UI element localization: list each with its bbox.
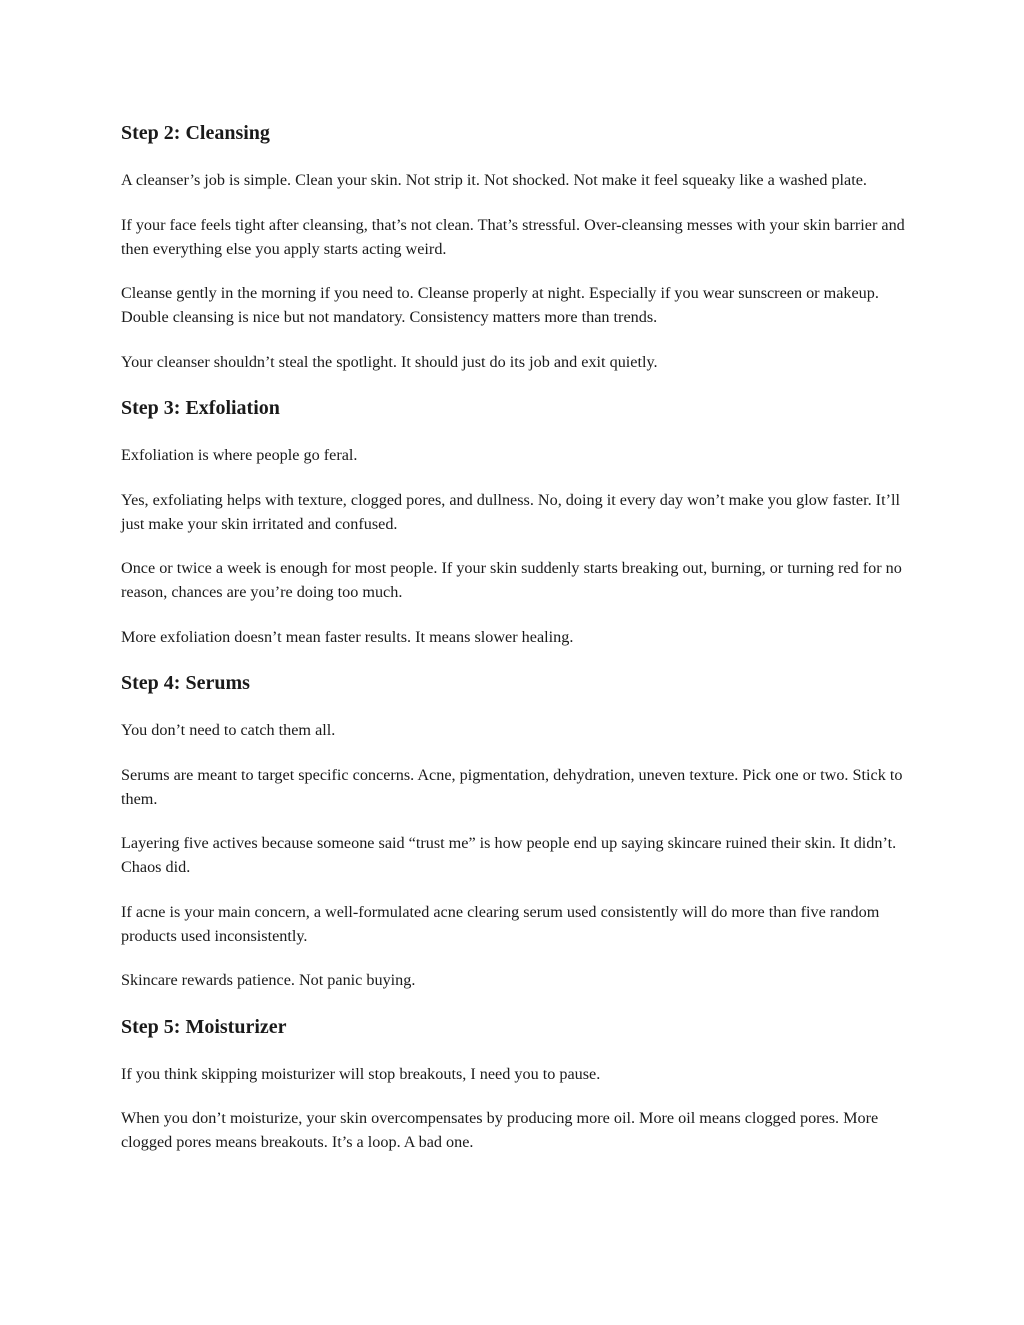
paragraph: Once or twice a week is enough for most people. If your skin suddenly starts breaking out, burning, or turning red for no reason, chances are you’re doing too much. <box>121 559 902 601</box>
paragraph: Layering five actives because someone said “trust me” is how people end up saying skincare ruined their skin. It didn’t. Chaos did. <box>121 834 897 876</box>
paragraph: Skincare rewards patience. Not panic buying. <box>121 971 416 989</box>
section-moisturizer <box>121 1013 911 1155</box>
paragraph: More exfoliation doesn’t mean faster results. It means slower healing. <box>121 627 574 646</box>
paragraph: Exfoliation is where people go feral. <box>121 446 358 464</box>
section-exfoliation <box>121 394 911 649</box>
section-heading: Step 4: Serums <box>121 672 250 694</box>
section-serums <box>121 669 911 992</box>
section-cleansing <box>121 119 911 374</box>
section-heading: Step 3: Exfoliation <box>121 397 280 419</box>
paragraph: Yes, exfoliating helps with texture, clogged pores, and dullness. No, doing it every day won’t make you glow faster. It’ll just make your skin irritated and confused. <box>121 490 900 533</box>
section-heading: Step 2: Cleansing <box>121 122 270 144</box>
paragraph: Serums are meant to target specific concerns. Acne, pigmentation, dehydration, uneven texture. Pick one or two. Stick to them. <box>121 765 903 808</box>
document-page <box>121 119 911 1175</box>
paragraph: Cleanse gently in the morning if you need to. Cleanse properly at night. Especially if you wear sunscreen or makeup. Double cleansing is nice but not mandatory. Consistency matters more than trends. <box>121 284 879 326</box>
paragraph: If acne is your main concern, a well-formulated acne clearing serum used consistently will do more than five random products used inconsistently. <box>121 902 880 945</box>
paragraph: When you don’t moisturize, your skin overcompensates by producing more oil. More oil means clogged pores. More clogged pores means breakouts. It’s a loop. A bad one. <box>121 1109 879 1151</box>
paragraph: If you think skipping moisturizer will stop breakouts, I need you to pause. <box>121 1064 601 1083</box>
section-heading: Step 5: Moisturizer <box>121 1015 287 1038</box>
paragraph: If your face feels tight after cleansing, that’s not clean. That’s stressful. Over-cleansing messes with your skin barrier and then everything else you apply starts acting weird. <box>121 215 905 258</box>
paragraph: Your cleanser shouldn’t steal the spotlight. It should just do its job and exit quietly. <box>121 352 658 371</box>
paragraph: You don’t need to catch them all. <box>121 721 336 739</box>
paragraph: A cleanser’s job is simple. Clean your skin. Not strip it. Not shocked. Not make it feel squeaky like a washed plate. <box>121 171 867 189</box>
